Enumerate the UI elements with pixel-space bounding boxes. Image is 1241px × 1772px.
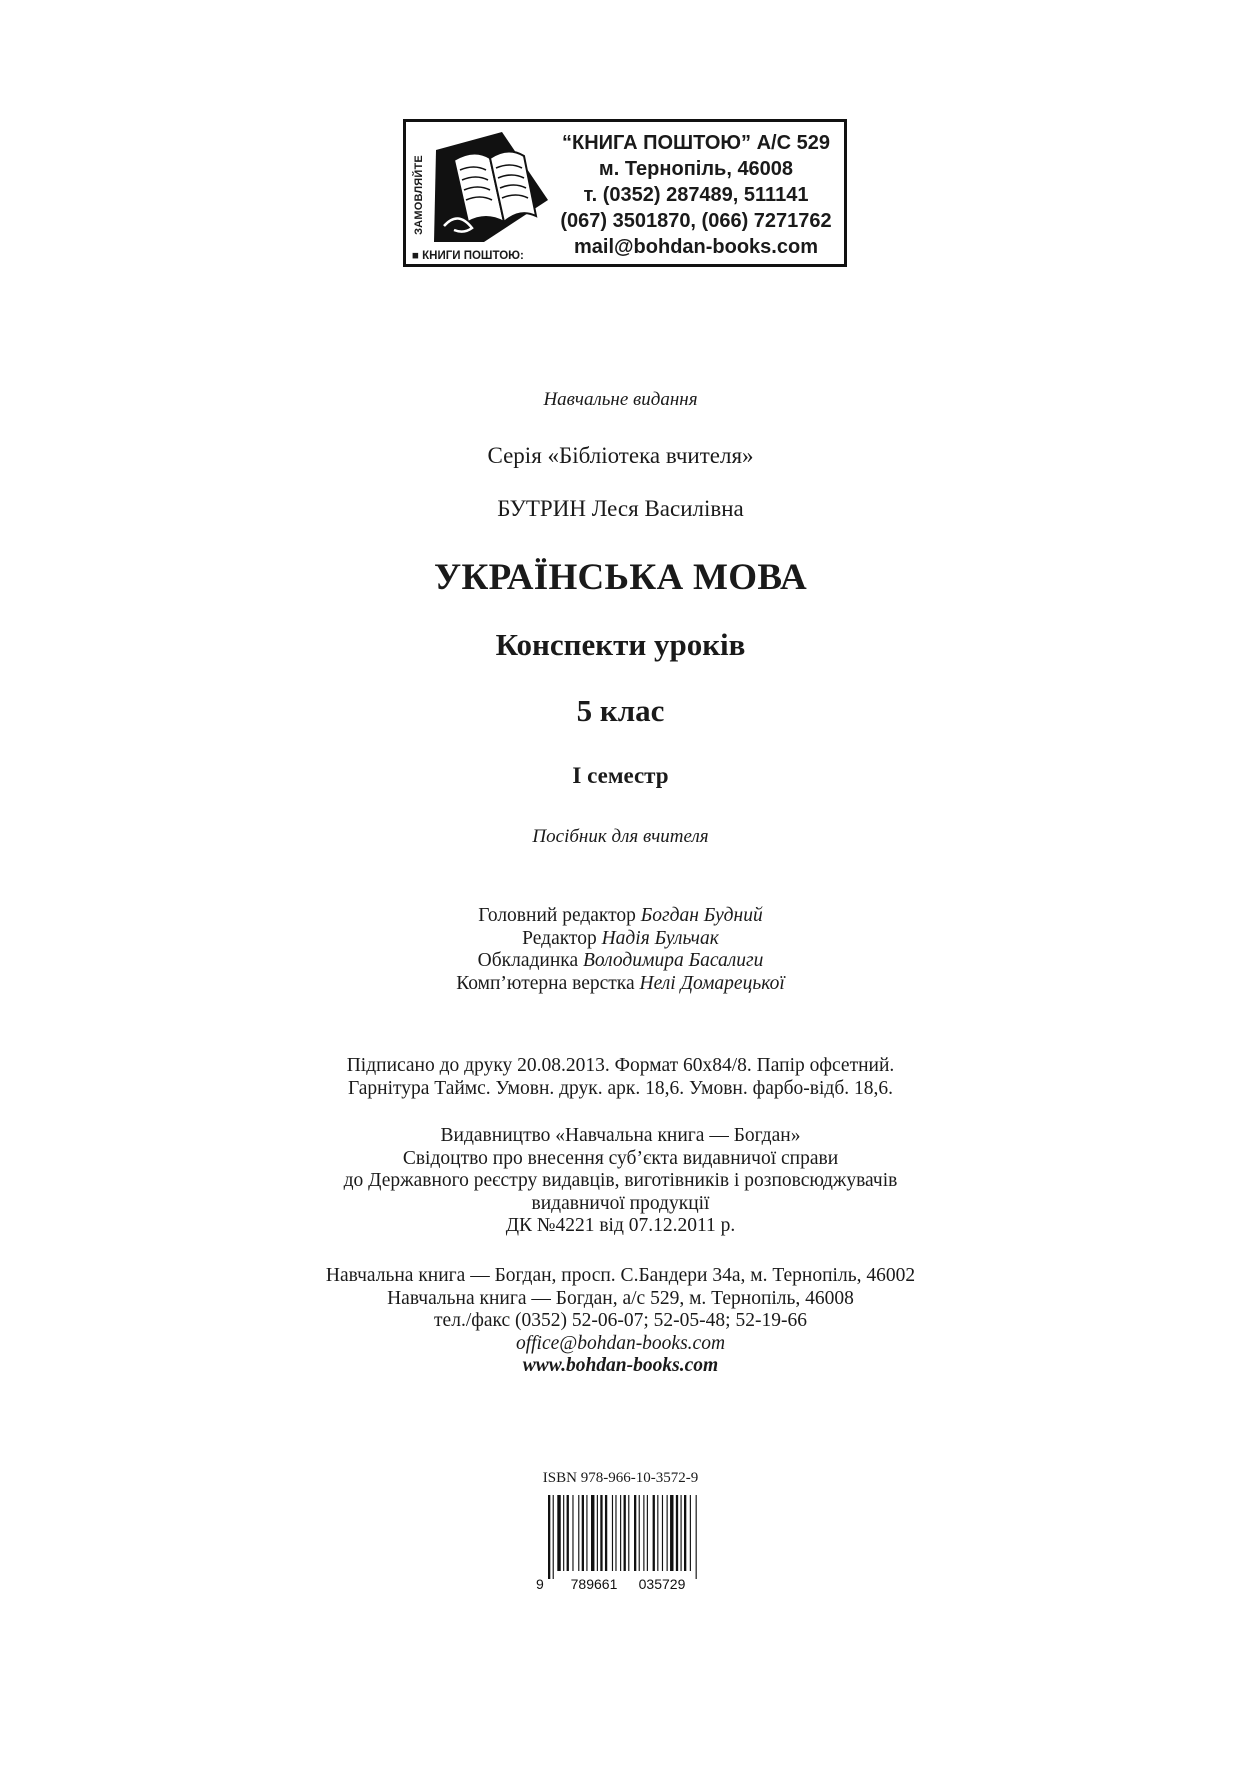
author-name: БУТРИН Леся Василівна — [497, 496, 744, 521]
phone-line: тел./факс (0352) 52-06-07; 52-05-48; 52-19-66 — [434, 1310, 807, 1331]
email-link[interactable]: office@bohdan-books.com — [515, 1332, 726, 1354]
audience-label: Посібник для вчителя — [532, 826, 709, 847]
order-box-bottom-label: ■ КНИГИ ПОШТОЮ: — [412, 250, 524, 262]
contacts-block — [0, 1265, 1241, 1378]
barcode-bar — [696, 1495, 697, 1579]
barcode-bar — [657, 1495, 658, 1571]
order-box-line: м. Тернопіль, 46008 — [598, 158, 794, 180]
barcode-bar — [582, 1495, 584, 1571]
barcode-right-digits: 035729 — [638, 1576, 686, 1591]
barcode-bar — [634, 1495, 636, 1571]
address-line: Навчальна книга — Богдан, просп. С.Бандери 34а, м. Тернопіль, 46002 — [325, 1265, 916, 1286]
barcode-bar — [605, 1495, 607, 1571]
address-line: Навчальна книга — Богдан, а/с 529, м. Тернопіль, 46008 — [387, 1287, 854, 1309]
order-box-text — [546, 130, 846, 260]
credits-block — [0, 905, 1241, 995]
mail-order-box — [403, 119, 847, 267]
barcode-bar — [620, 1495, 621, 1571]
barcode-bar — [615, 1495, 616, 1571]
grade-label: 5 клас — [576, 693, 665, 728]
series-name: Серія «Бібліотека вчителя» — [487, 443, 754, 468]
barcode-bar — [670, 1495, 673, 1571]
barcode-bar — [667, 1495, 668, 1571]
publisher-line: видавничої продукції — [531, 1192, 710, 1214]
barcode-bar — [690, 1495, 691, 1571]
barcode-bar — [681, 1495, 682, 1571]
barcode-bar — [643, 1495, 644, 1571]
publisher-line: Свідоцтво про внесення суб’єкта видавничої справи — [402, 1147, 839, 1169]
order-box-line: “КНИГА ПОШТОЮ” А/С 529 — [562, 132, 830, 154]
barcode-left-digits: 789661 — [570, 1576, 618, 1591]
barcode-bar — [612, 1495, 613, 1571]
barcode-bar — [548, 1495, 550, 1579]
print-info-line: Підписано до друку 20.08.2013. Формат 60х84/8. Папір офсетний. — [346, 1055, 895, 1076]
barcode-bar — [557, 1495, 560, 1571]
barcode-bar — [563, 1495, 564, 1571]
edition-type: Навчальне видання — [543, 389, 698, 410]
publisher-line: Видавництво «Навчальна книга — Богдан» — [440, 1125, 801, 1146]
credit-line: Редактор Надія Бульчак — [522, 927, 719, 949]
barcode-bar — [578, 1495, 579, 1571]
barcode-lead-digit: 9 — [536, 1576, 544, 1591]
barcode-bar — [684, 1495, 686, 1571]
barcode-bar — [628, 1495, 629, 1571]
website-link[interactable]: www.bohdan-books.com — [522, 1355, 719, 1376]
barcode-bar — [597, 1495, 598, 1571]
isbn-barcode — [532, 1493, 706, 1591]
book-title: УКРАЇНСЬКА МОВА — [433, 557, 807, 598]
barcode-bar — [567, 1495, 569, 1571]
order-box-email: mail@bohdan-books.com — [574, 236, 818, 258]
barcode-bar — [591, 1495, 594, 1571]
order-box-line: т. (0352) 287489, 511141 — [583, 184, 809, 206]
barcode-bar — [647, 1495, 648, 1571]
barcode-bar — [553, 1495, 554, 1579]
semester-label: І семестр — [572, 763, 669, 788]
print-info-block — [0, 1055, 1241, 1100]
credit-line: Головний редактор Богдан Будний — [478, 905, 763, 926]
print-info-line: Гарнітура Таймс. Умовн. друк. арк. 18,6. Умовн. фарбо-відб. 18,6. — [347, 1077, 894, 1099]
barcode-bar — [639, 1495, 640, 1571]
barcode-bar — [600, 1495, 602, 1571]
barcode-bar — [586, 1495, 587, 1571]
barcode-bar — [676, 1495, 678, 1571]
barcode-bar — [662, 1495, 663, 1571]
barcode-bar — [572, 1495, 573, 1571]
publisher-line: до Державного реєстру видавців, виготівників і розповсюджувачів — [343, 1170, 898, 1191]
credit-line: Комп’ютерна верстка Нелі Домарецької — [456, 972, 785, 994]
isbn-label: ISBN 978-966-10-3572-9 — [542, 1470, 699, 1486]
credit-line: Обкладинка Володимира Басалиги — [477, 950, 764, 971]
barcode-bar — [653, 1495, 655, 1571]
books-logo-icon — [424, 130, 550, 248]
barcode-bar — [624, 1495, 626, 1571]
order-box-line: (067) 3501870, (066) 7271762 — [560, 210, 832, 232]
order-box-side-label: ЗАМОВЛЯЙТЕ — [413, 155, 425, 235]
barcode-bars — [548, 1495, 697, 1579]
publisher-block — [0, 1125, 1241, 1238]
book-subtitle: Конспекти уроків — [495, 627, 746, 662]
publisher-line: ДК №4221 від 07.12.2011 р. — [505, 1215, 736, 1236]
